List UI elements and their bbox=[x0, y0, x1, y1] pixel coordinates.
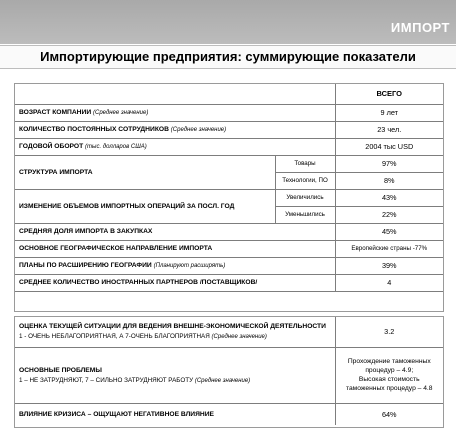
row-value: 2004 тыс USD bbox=[335, 138, 443, 155]
summary-table bbox=[15, 84, 443, 292]
row-value: 4 bbox=[335, 274, 443, 291]
row-value: 43% bbox=[335, 189, 443, 206]
column-header-total: ВСЕГО bbox=[335, 84, 443, 104]
row-value: 22% bbox=[335, 206, 443, 223]
row-value: 45% bbox=[335, 223, 443, 240]
sub-label: Уменьшились bbox=[275, 206, 335, 223]
table-row bbox=[15, 138, 443, 155]
table-row bbox=[15, 257, 443, 274]
table-row bbox=[15, 121, 443, 138]
sub-label: Товары bbox=[275, 155, 335, 172]
sub-label: Технологии, ПО bbox=[275, 172, 335, 189]
row-label: СТРУКТУРА ИМПОРТА bbox=[15, 155, 275, 189]
table-row bbox=[15, 155, 443, 172]
summary-table-panel bbox=[14, 83, 444, 312]
assessment-table bbox=[15, 317, 443, 425]
table-row bbox=[15, 403, 443, 425]
row-value: 39% bbox=[335, 257, 443, 274]
assessment-table-panel bbox=[14, 316, 444, 428]
row-value: 64% bbox=[335, 403, 443, 425]
row-label: ВОЗРАСТ КОМПАНИИ (Среднее значение) bbox=[15, 104, 335, 121]
table-row bbox=[15, 317, 443, 347]
row-value: 97% bbox=[335, 155, 443, 172]
row-label: СРЕДНЕЕ КОЛИЧЕСТВО ИНОСТРАННЫХ ПАРТНЕРОВ /ПОСТАВЩИКОВ/ bbox=[15, 274, 335, 291]
row-label: ИЗМЕНЕНИЕ ОБЪЕМОВ ИМПОРТНЫХ ОПЕРАЦИЙ ЗА ПОСЛ. ГОД bbox=[15, 189, 275, 223]
section-tag: ИМПОРТ bbox=[390, 20, 450, 35]
sub-label: Увеличились bbox=[275, 189, 335, 206]
row-value: 3.2 bbox=[335, 317, 443, 347]
table-row bbox=[15, 240, 443, 257]
row-value: 8% bbox=[335, 172, 443, 189]
table-row bbox=[15, 223, 443, 240]
row-label: СРЕДНЯЯ ДОЛЯ ИМПОРТА В ЗАКУПКАХ bbox=[15, 223, 335, 240]
row-label: ВЛИЯНИЕ КРИЗИСА – ОЩУЩАЮТ НЕГАТИВНОЕ ВЛИЯНИЕ bbox=[19, 410, 214, 418]
row-label: КОЛИЧЕСТВО ПОСТОЯННЫХ СОТРУДНИКОВ (Среднее значение) bbox=[15, 121, 335, 138]
table-header-row bbox=[15, 84, 443, 104]
row-value: 23 чел. bbox=[335, 121, 443, 138]
row-value: Прохождение таможенных процедур – 4.9; Высокая стоимость таможенных процедур – 4.8 bbox=[335, 347, 443, 403]
table-row bbox=[15, 104, 443, 121]
table-row bbox=[15, 189, 443, 206]
page-title: Импортирующие предприятия: суммирующие показатели bbox=[0, 45, 456, 69]
row-value: Европейские страны -77% bbox=[335, 240, 443, 257]
table-row bbox=[15, 347, 443, 403]
row-label: ОСНОВНОЕ ГЕОГРАФИЧЕСКОЕ НАПРАВЛЕНИЕ ИМПОРТА bbox=[15, 240, 335, 257]
row-label: ПЛАНЫ ПО РАСШИРЕНИЮ ГЕОГРАФИИ (Планируют расширять) bbox=[15, 257, 335, 274]
row-label: ОЦЕНКА ТЕКУЩЕЙ СИТУАЦИИ ДЛЯ ВЕДЕНИЯ ВНЕШНЕ-ЭКОНОМИЧЕСКОЙ ДЕЯТЕЛЬНОСТИ 1 - ОЧЕНЬ НЕБЛАГОПРИЯТНАЯ, А 7-ОЧЕНЬ БЛАГОПРИЯТНАЯ (Среднее значение) bbox=[15, 317, 335, 347]
table-row bbox=[15, 274, 443, 291]
top-banner bbox=[0, 0, 456, 44]
row-label: ОСНОВНЫЕ ПРОБЛЕМЫ 1 – НЕ ЗАТРУДНЯЮТ, 7 – СИЛЬНО ЗАТРУДНЯЮТ РАБОТУ (Среднее значение) bbox=[15, 347, 335, 403]
row-label: ГОДОВОЙ ОБОРОТ (тыс. долларов США) bbox=[15, 138, 335, 155]
row-value: 9 лет bbox=[335, 104, 443, 121]
